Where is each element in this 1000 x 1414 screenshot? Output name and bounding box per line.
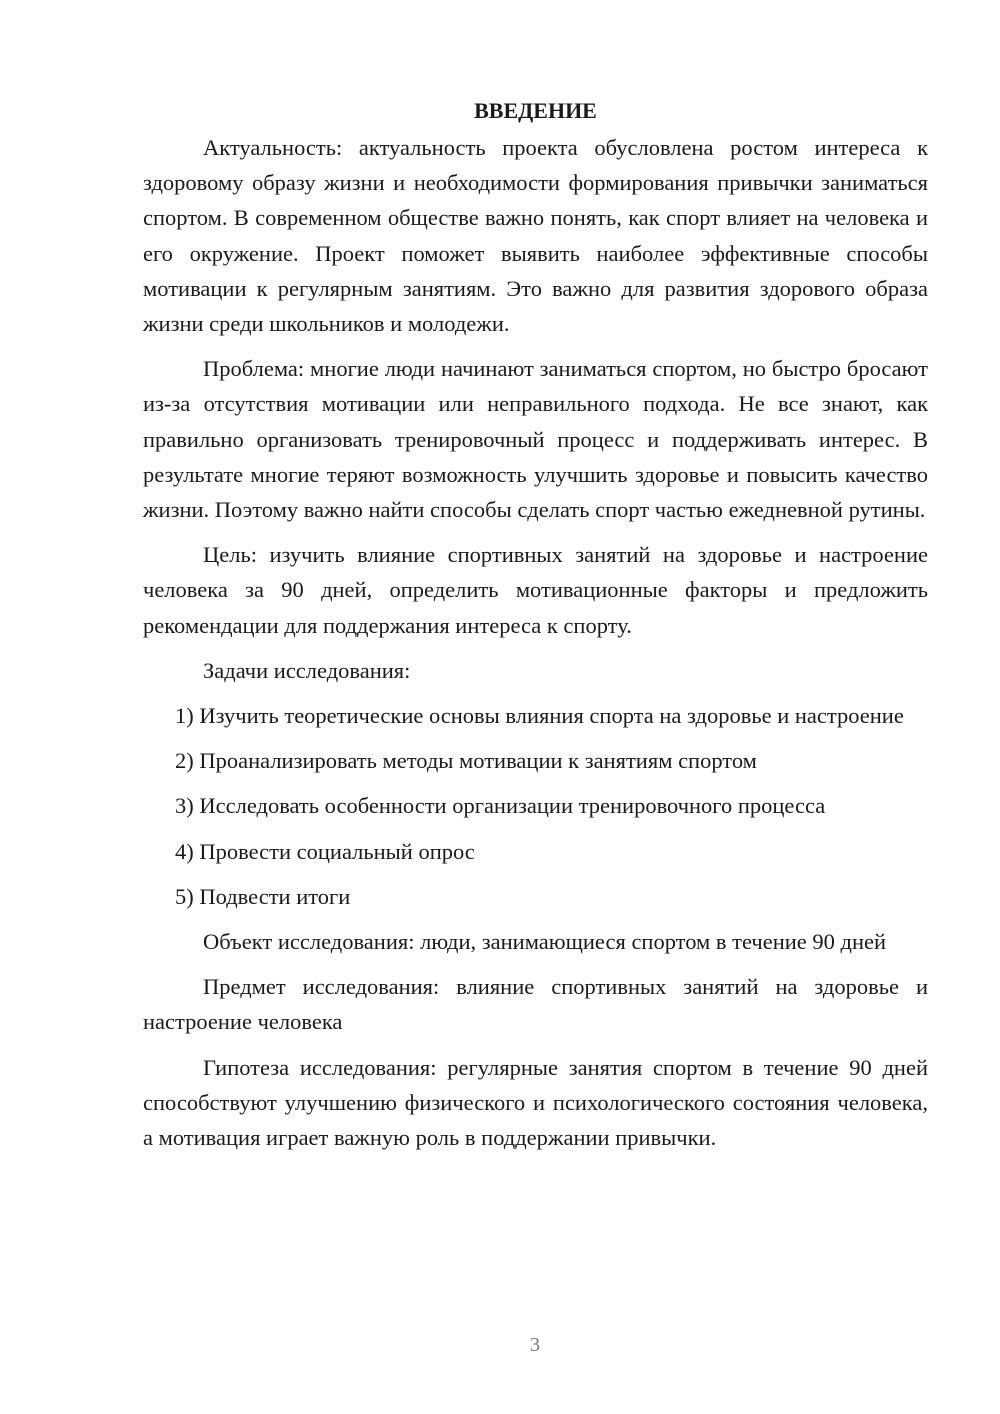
task-item-2: 2) Проанализировать методы мотивации к занятиям спортом — [175, 748, 757, 774]
task-item-3: 3) Исследовать особенности организации тренировочного процесса — [175, 793, 826, 819]
goal-paragraph: Цель: изучить влияние спортивных занятий на здоровье и настроение человека за 90 дней, определить мотивационные факторы и предложить рекомендации для поддержания интереса к спорту. — [143, 542, 928, 638]
task-item-4: 4) Провести социальный опрос — [175, 838, 475, 864]
hypothesis-paragraph: Гипотеза исследования: регулярные занятия спортом в течение 90 дней способствуют улучшению физического и психологического состояния человека, а мотивация играет важную роль в поддержании привычки. — [143, 1054, 928, 1151]
page-title: ВВЕДЕНИЕ — [474, 98, 597, 123]
relevance-paragraph: Актуальность: актуальность проекта обусловлена ростом интереса к здоровому образу жизни и необходимости формирования привычки заниматься спортом. В современном обществе важно понять, как спорт влияет на человека и его окружение. Проект поможет выявить наиболее эффективные способы мотивации к регулярным занятиям. Это важно для развития здорового образа жизни среди школьников и молодежи. — [143, 135, 928, 337]
task-item-1: 1) Изучить теоретические основы влияния спорта на здоровье и настроение — [175, 703, 904, 729]
problem-paragraph: Проблема: многие люди начинают заниматься спортом, но быстро бросают из-за отсутствия мотивации или неправильного подхода. Не все знают, как правильно организовать тренировочный процесс и поддерживать интерес. В результате многие теряют возможность улучшить здоровье и повысить качество жизни. Поэтому важно найти способы сделать спорт частью ежедневной рутины. — [143, 356, 928, 523]
document-page — [143, 94, 928, 1165]
page-number: 3 — [530, 1334, 540, 1356]
tasks-heading: Задачи исследования: — [203, 657, 411, 683]
task-item-5: 5) Подвести итоги — [175, 883, 351, 909]
subject-paragraph: Предмет исследования: влияние спортивных занятий на здоровье и настроение человека — [143, 974, 928, 1035]
object-paragraph: Объект исследования: люди, занимающиеся спортом в течение 90 дней — [203, 929, 887, 955]
tasks-list — [143, 698, 928, 914]
